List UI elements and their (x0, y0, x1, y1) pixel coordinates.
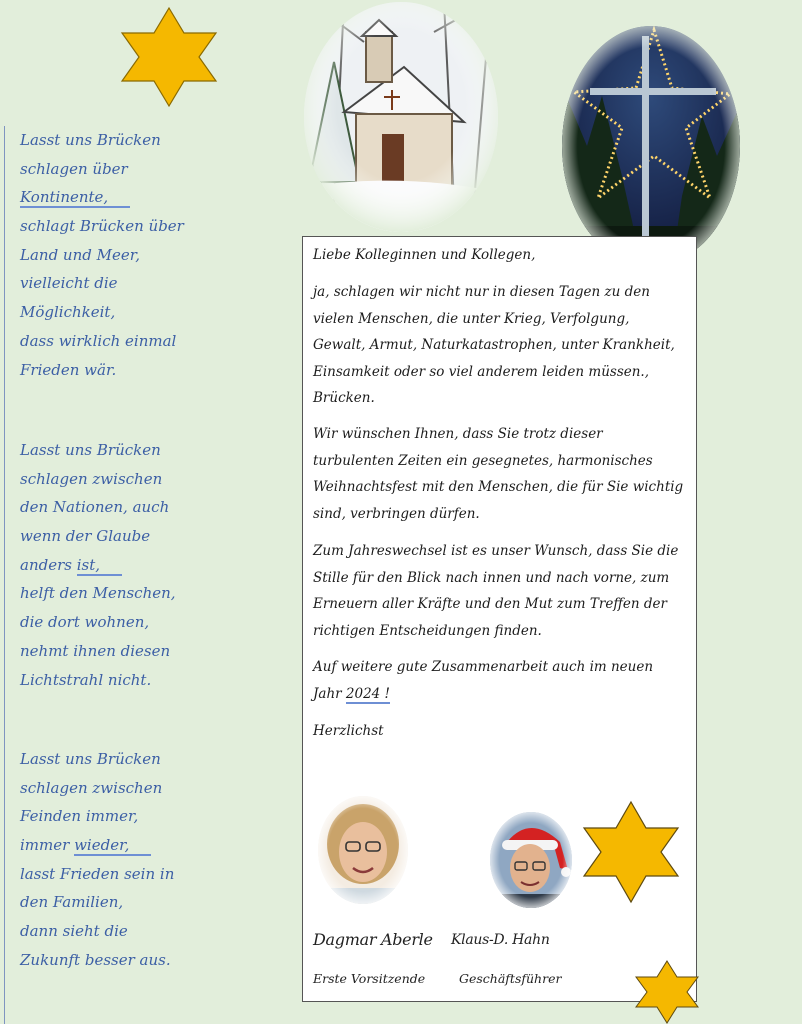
signature-role: Geschäftsführer (459, 971, 562, 986)
poem-line (20, 183, 220, 212)
poem-line: den Familien, (20, 893, 124, 912)
poem-stanza-2 (20, 436, 220, 694)
poem-line: schlagen zwischen (20, 469, 163, 488)
poem-line: Lichtstrahl nicht. (20, 670, 152, 689)
letter-paragraph-3: Zum Jahreswechsel ist es unser Wunsch, dass Sie die Stille für den Blick nach innen und nach vorne, zum Erneuern aller Kräfte und den Mut zum Treffen der richtigen Entscheidungen finden. (313, 543, 679, 639)
poem-line: schlagt Brücken über (20, 217, 184, 236)
underlined-word: ist, (77, 556, 122, 576)
poem-line (20, 551, 220, 580)
signature-dagmar-aberle: Dagmar Aberle (313, 930, 433, 949)
poem-line: dass wirklich einmal (20, 331, 177, 350)
poem-line: Land und Meer, (20, 245, 141, 264)
poem-stanza-3 (20, 745, 220, 975)
poem-word: immer (20, 836, 70, 855)
letter-paragraph-1: ja, schlagen wir nicht nur in diesen Tagen zu den vielen Menschen, die unter Krieg, Verfolgung, Gewalt, Armut, Naturkatastrophen, unter Krankheit, Einsamkeit oder so viel anderem leiden müssen., Brücken. (313, 284, 675, 406)
signature-role: Erste Vorsitzende (313, 971, 426, 986)
letter-closing: Herzlichst (313, 723, 384, 739)
poem-line: Möglichkeit, (20, 303, 116, 322)
avatar-dagmar-aberle (318, 796, 408, 904)
poem-stanza-1 (20, 126, 220, 384)
letter-greeting: Liebe Kolleginnen und Kollegen, (313, 247, 536, 263)
underlined-word: wieder, (74, 836, 151, 856)
poem-line: schlagen über (20, 159, 128, 178)
poem-line: Feinden immer, (20, 807, 139, 826)
poem-line: den Nationen, auch (20, 498, 170, 517)
letter-paragraph-4-text: Auf weitere gute Zusammenarbeit auch im neuen Jahr (313, 659, 654, 702)
poem-word: anders (20, 555, 72, 574)
poem-line: die dort wohnen, (20, 613, 150, 632)
poem-border (4, 126, 5, 1024)
poem-line (20, 831, 220, 860)
chapel-snow-photo (304, 2, 498, 232)
year-text: 2024 ! (345, 685, 390, 702)
underlined-word: Kontinente, (20, 188, 130, 208)
letter-paragraph-4 (313, 654, 685, 707)
light-star-cross-photo (562, 26, 740, 266)
star-icon (634, 960, 700, 1024)
avatar-klaus-hahn (490, 812, 572, 908)
star-icon (118, 6, 220, 108)
poem-line: Lasst uns Brücken (20, 750, 161, 768)
poem-line: lasst Frieden sein in (20, 864, 175, 883)
poem-line: Zukunft besser aus. (20, 950, 171, 969)
signature-klaus-hahn: Klaus-D. Hahn (451, 932, 550, 948)
poem-line: schlagen zwischen (20, 778, 163, 797)
poem-line: wenn der Glaube (20, 527, 151, 546)
poem-line: vielleicht die (20, 274, 118, 293)
poem-line: Lasst uns Brücken (20, 441, 161, 459)
letter-paragraph-2: Wir wünschen Ihnen, dass Sie trotz dieser turbulenten Zeiten ein gesegnetes, harmonisches Weihnachtsfest mit den Menschen, die für Sie wichtig sind, verbringen dürfen. (313, 426, 684, 522)
poem-line: helft den Menschen, (20, 584, 176, 603)
poem-line: dann sieht die (20, 922, 128, 941)
poem-line: Frieden wär. (20, 360, 117, 379)
poem-line: Lasst uns Brücken (20, 131, 161, 149)
star-icon (580, 800, 682, 904)
poem-line: nehmt ihnen diesen (20, 641, 171, 660)
